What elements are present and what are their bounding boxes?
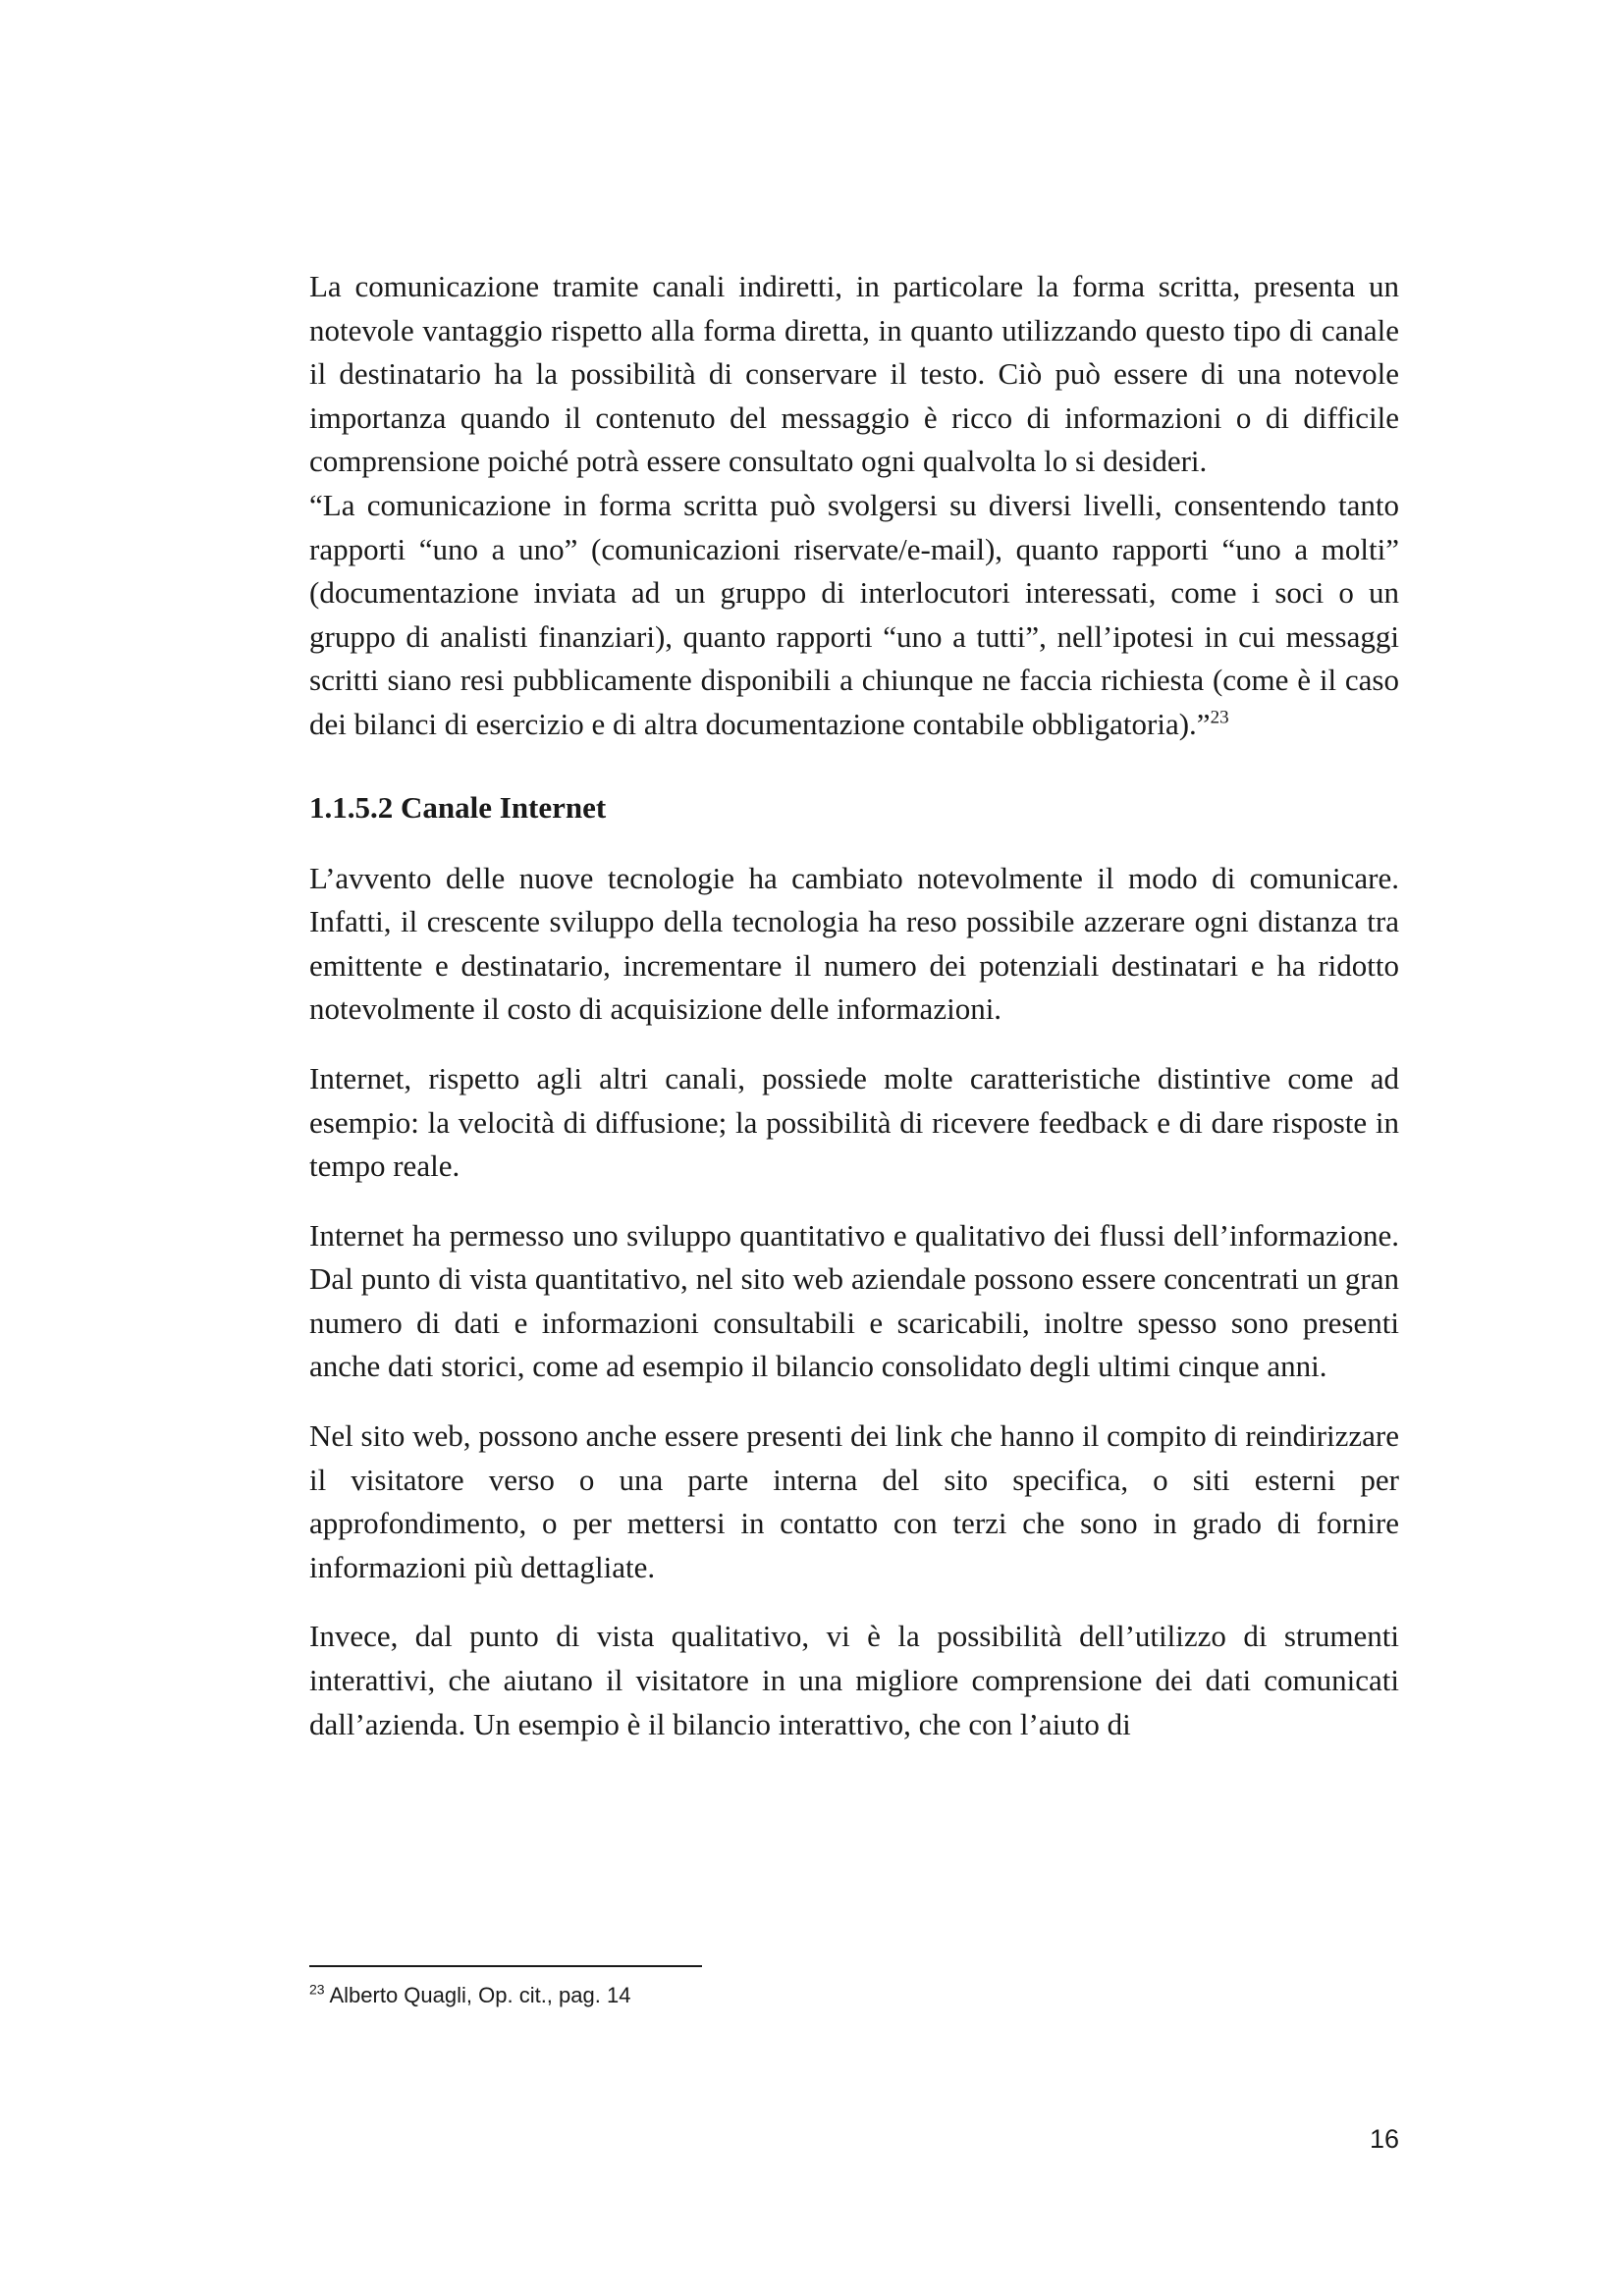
paragraph-qualitative: Invece, dal punto di vista qualitativo, vi è la possibilità dell’utilizzo di strumenti interattivi, che aiutano il visitatore in una migliore comprensione dei dati comunicati dall’azienda. Un esempio è il bilancio interattivo, che con l’aiuto di	[309, 1619, 1399, 1741]
footnote-separator	[309, 1965, 702, 1967]
footnote	[309, 1981, 630, 2010]
paragraph-internet-features: Internet, rispetto agli altri canali, possiede molte caratteristiche distintive come ad esempio: la velocità di diffusione; la possibilità di ricevere feedback e di dare risposte in tempo reale.	[309, 1060, 1399, 1184]
footnote-number: 23	[309, 1981, 325, 1998]
page-body	[309, 265, 1399, 1746]
paragraph-new-technologies: L’avvento delle nuove tecnologie ha cambiato notevolmente il modo di comunicare. Infatti, il crescente sviluppo della tecnologia ha reso possibile azzerare ogni distanza tra emittente e destinatario, incrementare il numero dei potenziali destinatari e ha ridotto notevolmente il costo di acquisizione delle informazioni.	[309, 860, 1399, 1027]
section-heading: 1.1.5.2 Canale Internet	[309, 789, 607, 825]
paragraph-quantitative: Internet ha permesso uno sviluppo quantitativo e qualitativo dei flussi dell’informazione. Dal punto di vista quantitativo, nel sito web aziendale possono essere concentrati un gran numero di dati e informazioni consultabili e scaricabili, inoltre spesso sono presenti anche dati storici, come ad esempio il bilancio consolidato degli ultimi cinque anni.	[309, 1217, 1399, 1384]
quotation-text: “La comunicazione in forma scritta può svolgersi su diversi livelli, consentendo tanto rapporti “uno a uno” (comunicazioni riservate/e-mail), quanto rapporti “uno a molti” (documentazione inviata ad un gruppo di interlocutori interessati, come i soci o un gruppo di analisti finanziari), quanto rapporti “uno a tutti”, nell’ipotesi in cui messaggi scritti siano resi pubblicamente disponibili a chiunque ne faccia richiesta (come è il caso dei bilanci di esercizio e di altra documentazione contabile obbligatoria).”	[309, 487, 1399, 741]
footnote-reference[interactable]: 23	[1210, 707, 1229, 728]
paragraph-website-links: Nel sito web, possono anche essere presenti dei link che hanno il compito di reindirizzare il visitatore verso o una parte interna del sito specifica, o siti esterni per approfondimento, o per mettersi in contatto con terzi che sono in grado di fornire informazioni più dettagliate.	[309, 1418, 1399, 1584]
paragraph-written-channel: La comunicazione tramite canali indiretti, in particolare la forma scritta, presenta un notevole vantaggio rispetto alla forma diretta, in quanto utilizzando questo tipo di canale il destinatario ha la possibilità di conservare il testo. Ciò può essere di una notevole importanza quando il contenuto del messaggio è ricco di informazioni o di difficile comprensione poiché potrà essere consultato ogni qualvolta lo si desideri.	[309, 269, 1399, 479]
quotation-paragraph	[309, 484, 1399, 747]
footnote-text: Alberto Quagli, Op. cit., pag. 14	[329, 1983, 631, 2007]
page-number: 16	[1369, 2124, 1399, 2154]
